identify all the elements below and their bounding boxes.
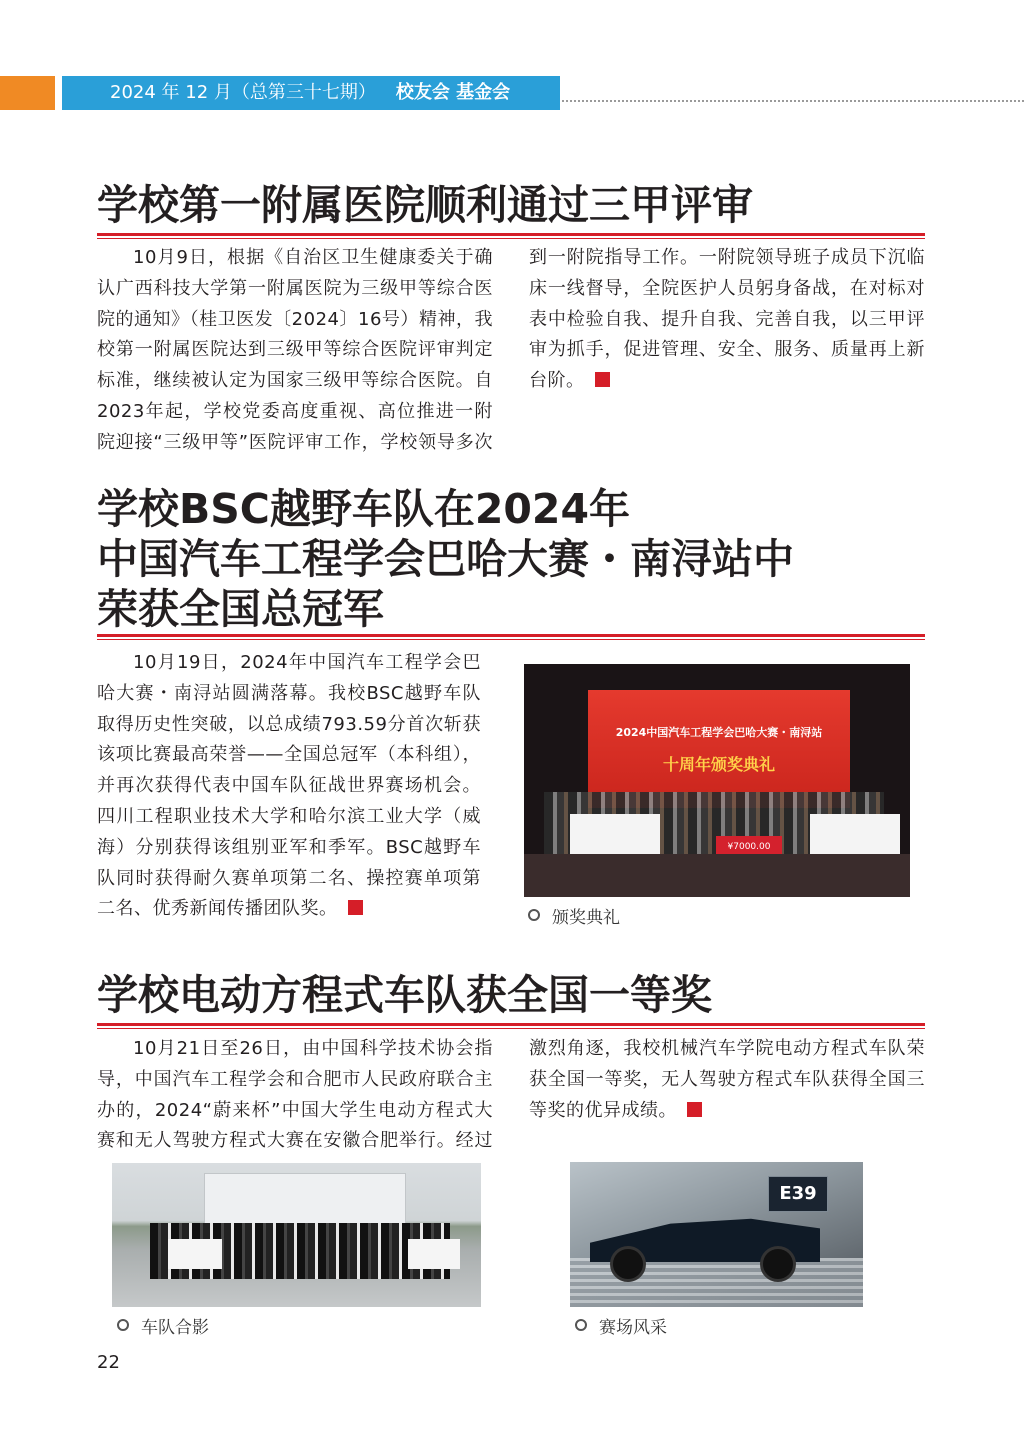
caption-bullet-icon [528, 909, 540, 921]
team-photo-caption [117, 1313, 209, 1338]
header-dotted-line [562, 100, 1024, 102]
article2-title-line2: 中国汽车工程学会巴哈大赛・南浔站中 [97, 535, 794, 583]
header-bar [62, 76, 560, 110]
team-group-photo [112, 1163, 481, 1307]
award-ceremony-photo [524, 664, 910, 897]
race-car-photo [570, 1162, 863, 1307]
event-backdrop [204, 1173, 406, 1227]
team-flag-left [168, 1239, 222, 1269]
article3-title: 学校电动方程式车队获全国一等奖 [97, 971, 712, 1019]
header-color-block [0, 76, 55, 110]
stage-floor [524, 854, 910, 897]
article1-body [97, 243, 925, 465]
caption-bullet-icon [117, 1319, 129, 1331]
article1-title: 学校第一附属医院顺利通过三甲评审 [97, 181, 753, 229]
car-number-plate: E39 [768, 1176, 828, 1212]
article3-paragraph: 10月21日至26日，由中国科学技术协会指导，中国汽车工程学会和合肥市人民政府联合主办的，2024“蔚来杯”中国大学生电动方程式大赛和无人驾驶方程式大赛在安徽合肥举行。经过激烈角逐，我校机械汽车学院电动方程式车队荣获全国一等奖，无人驾驶方程式车队获得全国三等奖的优异成绩。 [97, 1038, 925, 1152]
end-mark-icon [595, 372, 610, 387]
banner-subtitle: 十周年颁奖典礼 [662, 755, 775, 774]
front-wheel [610, 1246, 646, 1282]
end-mark-icon [348, 900, 363, 915]
article2-paragraph: 10月19日，2024年中国汽车工程学会巴哈大赛・南浔站圆满落幕。我校BSC越野车队取得历史性突破，以总成绩793.59分首次斩获该项比赛最高荣誉——全国总冠军（本科组），并再次获得代表中国车队征战世界赛场机会。四川工程职业技术大学和哈尔滨工业大学（威海）分别获得该组别亚军和季军。BSC越野车队同时获得耐久赛单项第二名、操控赛单项第二名、优秀新闻传播团队奖。 [97, 652, 481, 920]
section-label: 校友会 基金会 [395, 82, 511, 103]
article3-body [97, 1034, 925, 1160]
article1-paragraph: 10月9日，根据《自治区卫生健康委关于确认广西科技大学第一附属医院为三级甲等综合医院的通知》（桂卫医发〔2024〕16号）精神，我校第一附属医院达到三级甲等综合医院评审判定标准，继续被认定为国家三级甲等综合医院。自2023年起，学校党委高度重视、高位推进一附院迎接“三级甲等”医院评审工作，学校领导多次到一附院指导工作。一附院领导班子成员下沉临床一线督导，全院医护人员躬身备战，在对标对表中检验自我、提升自我、完善自我，以三甲评审为抓手，促进管理、安全、服务、质量再上新台阶。 [97, 247, 925, 453]
end-mark-icon [687, 1102, 702, 1117]
caption-text: 颁奖典礼 [552, 908, 620, 928]
article2-title-rule [97, 634, 925, 641]
banner-title: 2024中国汽车工程学会巴哈大赛・南浔站 [615, 726, 823, 739]
rear-wheel [760, 1246, 796, 1282]
article1-title-rule [97, 233, 925, 240]
caption-text: 车队合影 [141, 1318, 209, 1338]
caption-text: 赛场风采 [599, 1318, 667, 1338]
award-ceremony-caption [528, 903, 620, 928]
article2-body [97, 648, 481, 925]
article2-title-line3: 荣获全国总冠军 [97, 585, 384, 633]
race-photo-caption [575, 1313, 667, 1338]
team-flag-right [408, 1239, 460, 1269]
article2-title-line1: 学校BSC越野车队在2024年 [97, 485, 630, 533]
stage-banner [588, 690, 850, 808]
page-number: 22 [97, 1352, 120, 1373]
issue-label: 2024 年 12 月（总第三十七期） [110, 82, 376, 103]
article3-title-rule [97, 1023, 925, 1030]
prize-check: ¥7000.00 [716, 836, 782, 858]
caption-bullet-icon [575, 1319, 587, 1331]
